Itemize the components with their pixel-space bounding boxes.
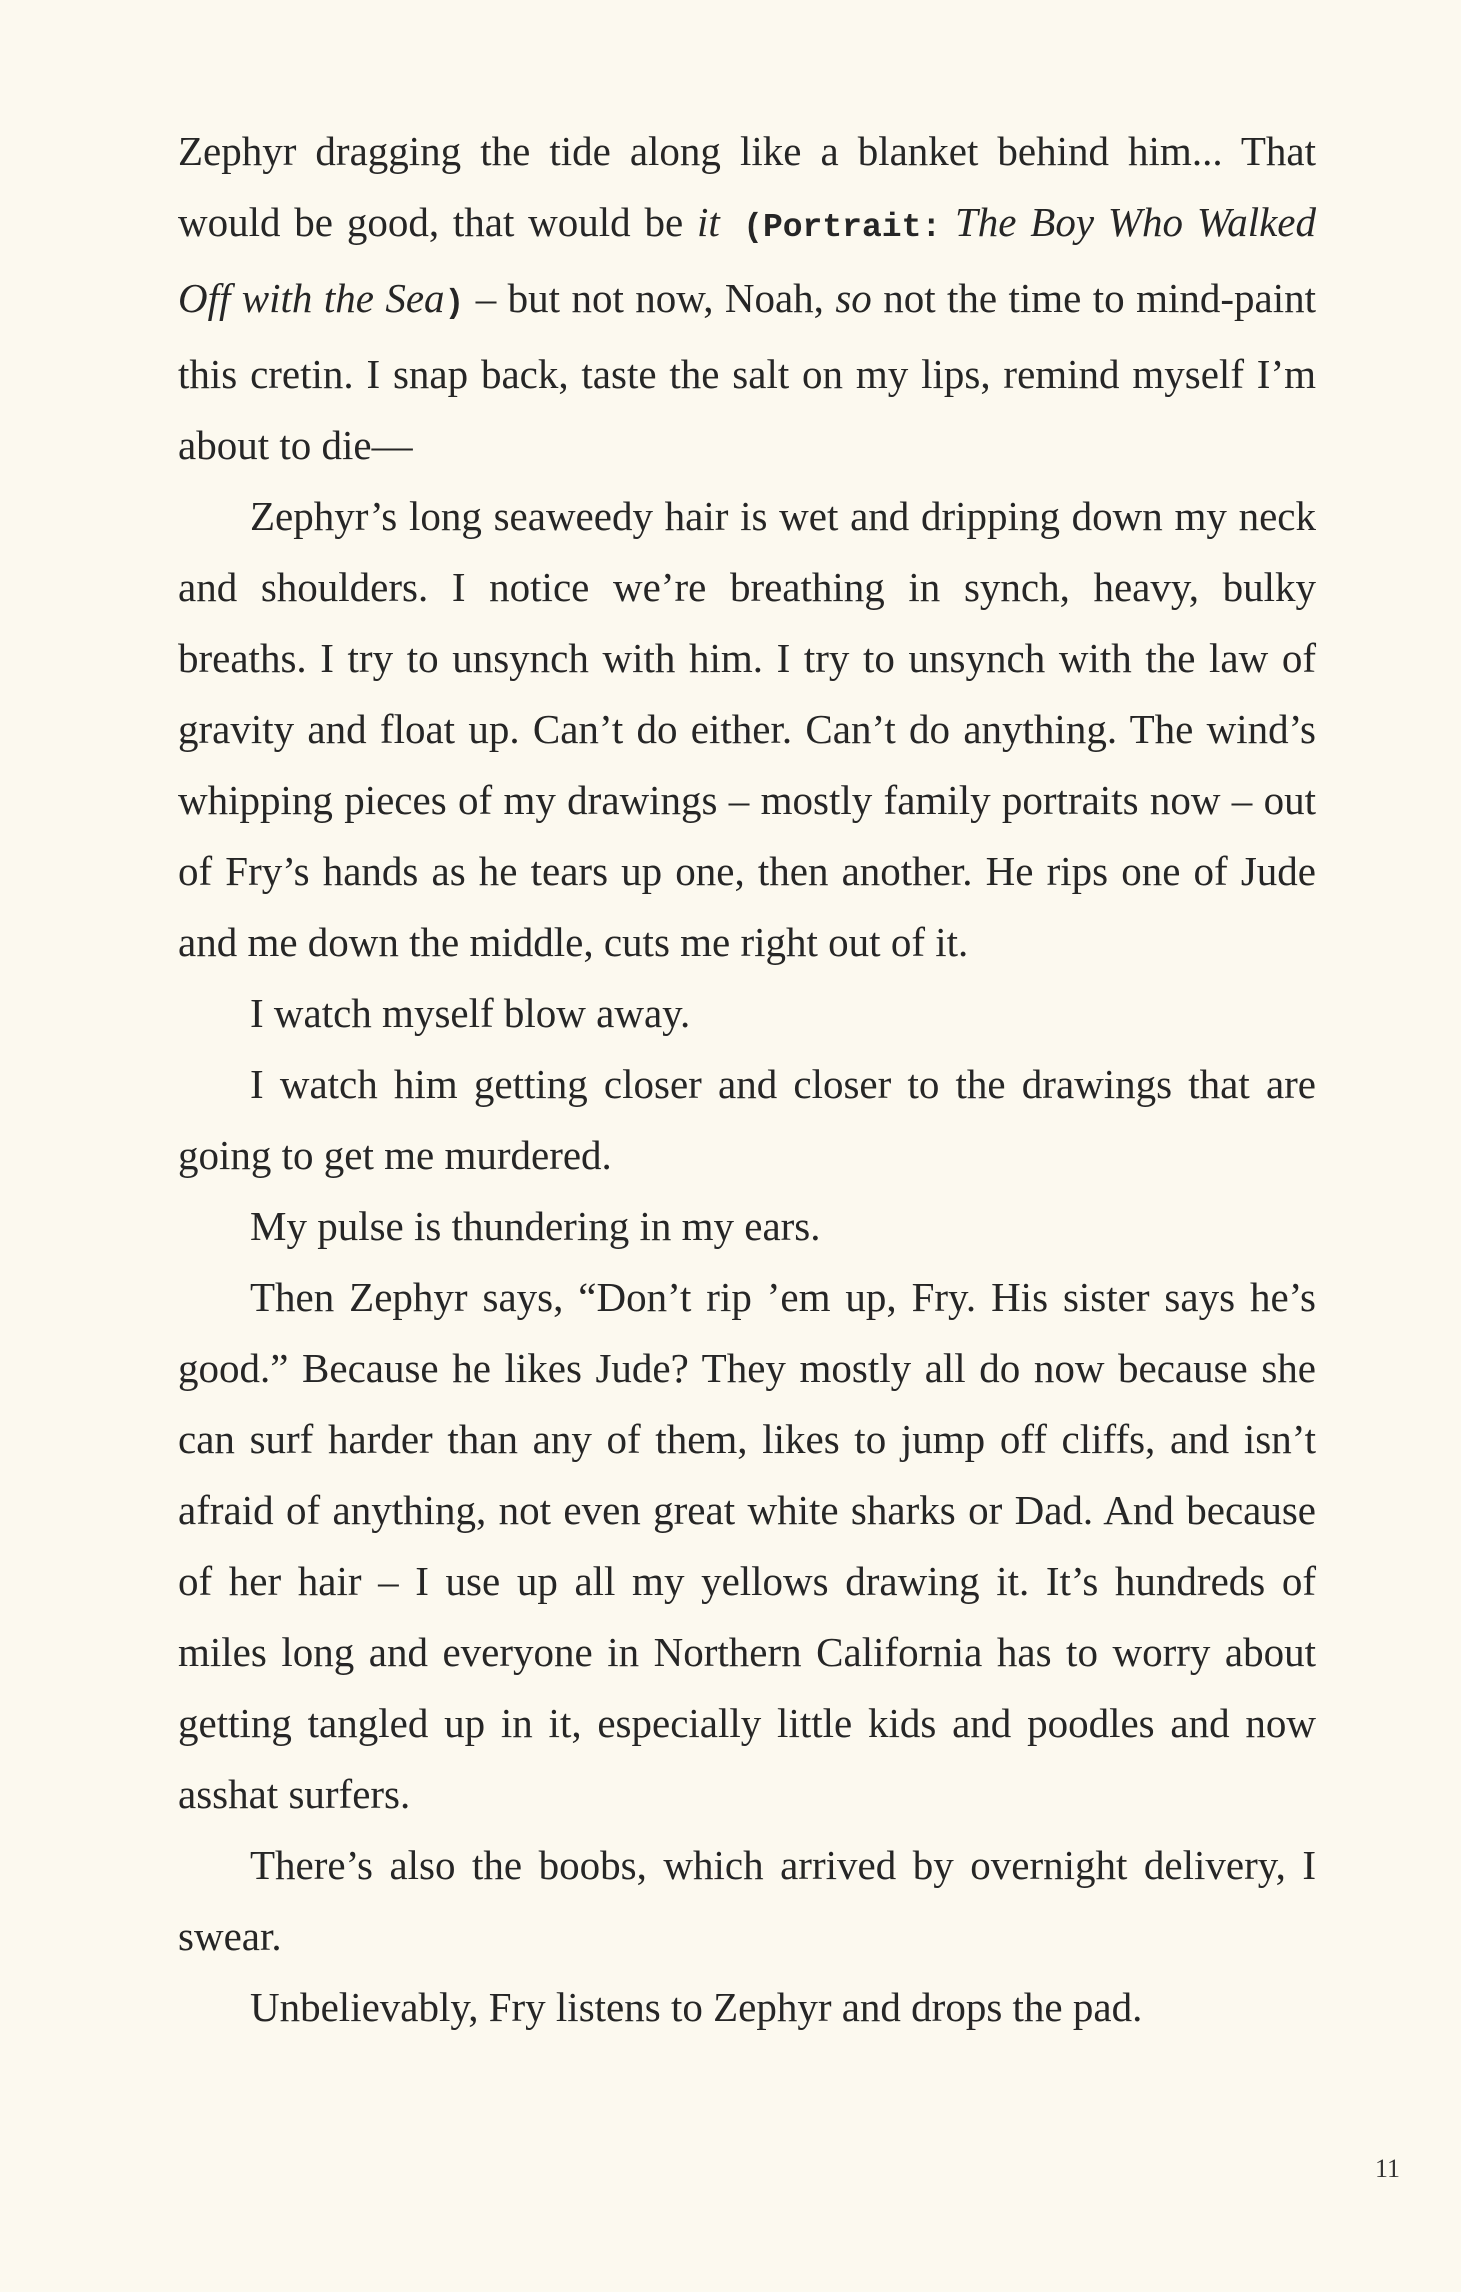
paragraph [178,1830,1316,1972]
text-segment: not the time to mind-paint this cretin. I snap back, taste the salt on my lips, remind myself I’m about to die— [178,275,1316,468]
text-segment: ( [719,209,763,246]
paragraph [178,1972,1316,2043]
text-segment [941,199,955,245]
paragraph [178,116,1316,481]
text-segment: Portrait: [762,209,942,246]
paragraph [178,481,1316,978]
text-segment: Unbelievably, Fry listens to Zephyr and drops the pad. [250,1984,1143,2030]
paragraph [178,1049,1316,1191]
text-segment: Zephyr’s long seaweedy hair is wet and dripping down my neck and shoulders. I notice we’re breathing in synch, heavy, bulky breaths. I try to unsynch with him. I try to unsynch with the law of gravity and float up. Can’t do either. Can’t do anything. The wind’s whipping pieces of my drawings – mostly family portraits now – out of Fry’s hands as he tears up one, then another. He rips one of Jude and me down the middle, cuts me right out of it. [178,493,1316,965]
text-segment: Then Zephyr says, “Don’t rip ’em up, Fry. His sister says he’s good.” Because he likes Jude? They mostly all do now because she can surf harder than any of them, likes to jump off cliffs, and isn’t afraid of anything, not even great white sharks or Dad. And because of her hair – I use up all my yellows drawing it. It’s hundreds of miles long and everyone in Northern California has to worry about getting tangled up in it, especially little kids and poodles and now asshat surfers. [178,1274,1316,1817]
body-text [178,116,1316,2043]
text-segment: I watch myself blow away. [250,990,691,1036]
text-segment: Zephyr dragging the tide along like a blanket behind him... That would be good, that would be [178,128,1316,245]
text-segment: I watch him getting closer and closer to the drawings that are going to get me murdered. [178,1061,1316,1178]
paragraph [178,1191,1316,1262]
text-segment: ) [444,285,465,322]
text-segment: – but not now, Noah, [464,275,836,321]
paragraph [178,1262,1316,1830]
text-segment: The Boy Who Walked Off with the Sea [178,199,1316,321]
text-segment: it [696,199,720,245]
page-number: 11 [1375,2154,1401,2183]
text-segment: My pulse is thundering in my ears. [250,1203,821,1249]
paragraph [178,978,1316,1049]
text-segment: There’s also the boobs, which arrived by overnight delivery, I swear. [178,1842,1316,1959]
text-segment: so [835,275,872,321]
